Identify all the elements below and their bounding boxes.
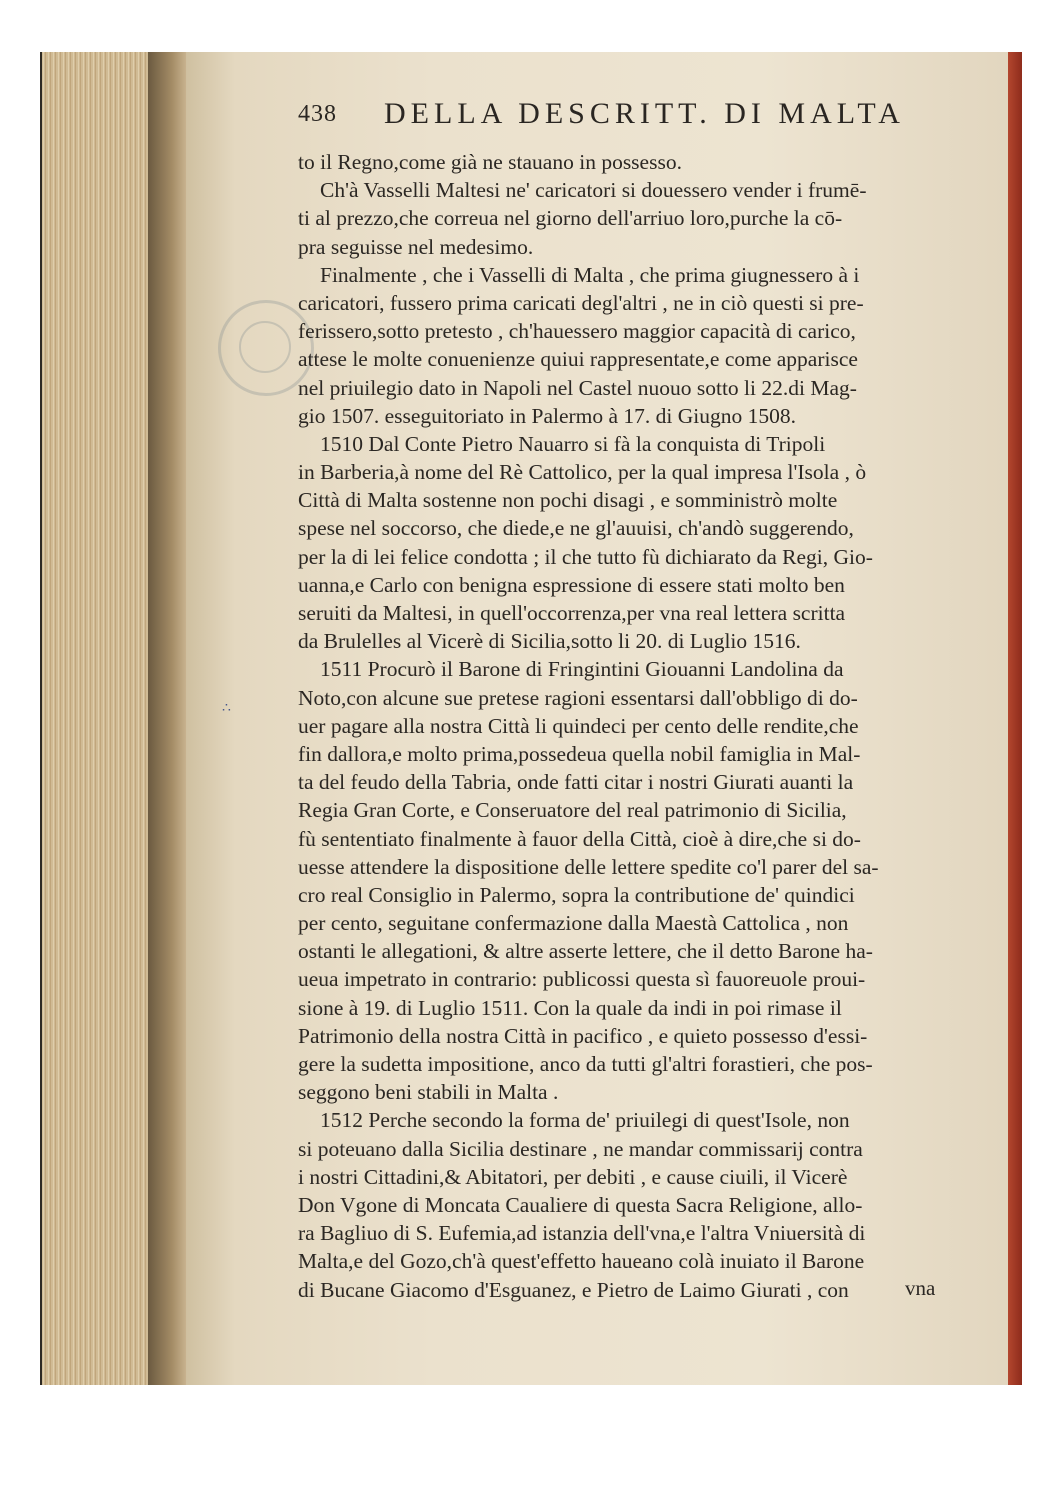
text-line: uanna,e Carlo con benigna espressione di essere stati molto ben (298, 572, 845, 597)
text-line: to il Regno,come già ne stauano in possesso. (298, 150, 682, 174)
text-line: di Bucane Giacomo d'Esguanez, e Pietro de Laimo Giurati , con (298, 1277, 849, 1302)
text-line: Don Vgone di Moncata Caualiere di questa Sacra Religione, allo- (298, 1192, 863, 1217)
text-line: Città di Malta sostenne non pochi disagi , e somministrò molte (298, 488, 838, 513)
text-line: in Barberia,à nome del Rè Cattolico, per la qual impresa l'Isola , ò (298, 460, 867, 485)
binding-edge (1008, 52, 1022, 1385)
text-line: fin dallora,e molto prima,possedeua quella nobil famiglia in Mal- (298, 741, 861, 766)
text-line: gere la sudetta impositione, anco da tutti gl'altri forastieri, che pos- (298, 1052, 873, 1076)
text-line: caricatori, fussero prima caricati degl'altri , ne in ciò questi si pre- (298, 290, 864, 315)
text-line: ferissero,sotto pretesto , ch'hauessero maggior capacità di carico, (298, 319, 856, 344)
text-line: per cento, seguitane confermazione dalla Maestà Cattolica , non (298, 911, 849, 936)
text-line: i nostri Cittadini,& Abitatori, per debiti , e cause ciuili, il Vicerè (298, 1164, 848, 1189)
text-line: Patrimonio della nostra Città in pacifico , e quieto possesso d'essi- (298, 1023, 868, 1048)
text-line: da Brulelles al Vicerè di Sicilia,sotto li 20. di Luglio 1516. (298, 629, 801, 654)
text-line: ostanti le allegationi, & altre asserte lettere, che il detto Barone ha- (298, 939, 873, 964)
page-number: 438 (298, 101, 337, 127)
text-line: Ch'à Vasselli Maltesi ne' caricatori si douessero vender i frumē- (320, 178, 867, 203)
text-line: per la di lei felice condotta ; il che tutto fù dichiarato da Regi, Gio- (298, 544, 873, 569)
text-line: si poteuano dalla Sicilia destinare , ne mandar commissarij contra (298, 1136, 863, 1161)
text-line: seruiti da Maltesi, in quell'occorrenza,per vna real lettera scritta (298, 601, 846, 625)
text-line: ra Bagliuo di S. Eufemia,ad istanzia dell'vna,e l'altra Vniuersità di (298, 1221, 866, 1246)
running-header (298, 97, 988, 137)
body-text (298, 148, 968, 1304)
catchword: vna (905, 1276, 936, 1300)
text-line: Malta,e del Gozo,ch'à quest'effetto haueano colà inuiato il Barone (298, 1249, 865, 1274)
text-line: gio 1507. esseguitoriato in Palermo à 17. di Giugno 1508. (298, 403, 797, 428)
text-line: ti al prezzo,che correua nel giorno dell'arriuo loro,purche la cō- (298, 206, 843, 231)
text-line: Noto,con alcune sue pretese ragioni essentarsi dall'obbligo di do- (298, 685, 858, 710)
text-line: uer pagare alla nostra Città li quindeci per cento delle rendite,che (298, 713, 859, 738)
text-line: nel priuilegio dato in Napoli nel Castel nuouo sotto li 22.di Mag- (298, 375, 857, 400)
page-edges (42, 52, 152, 1385)
text-line: seggono beni stabili in Malta . (298, 1080, 559, 1105)
spine-shadow (148, 52, 188, 1385)
text-line: sione à 19. di Luglio 1511. Con la quale da indi in poi rimase il (298, 995, 842, 1020)
text-line: fù sententiato finalmente à fauor della Città, cioè à dire,che si do- (298, 826, 861, 851)
text-line: attese le molte conuenienze quiui rappresentate,e come apparisce (298, 347, 858, 372)
text-line: spese nel soccorso, che diede,e ne gl'auuisi, ch'andò suggerendo, (298, 516, 854, 541)
text-line: pra seguisse nel medesimo. (298, 234, 534, 259)
text-line: cro real Consiglio in Palermo, sopra la contributione de' quindici (298, 882, 855, 907)
text-line: uesse attendere la dispositione delle lettere spedite co'l parer del sa- (298, 854, 879, 879)
text-line: 1510 Dal Conte Pietro Nauarro si fà la conquista di Tripoli (320, 431, 826, 456)
ink-mark-icon: ∴ (222, 701, 231, 716)
running-head-title: DELLA DESCRITT. DI MALTA (384, 97, 905, 130)
text-line: 1512 Perche secondo la forma de' priuilegi di quest'Isole, non (320, 1108, 850, 1133)
text-line: Regia Gran Corte, e Conseruatore del real patrimonio di Sicilia, (298, 798, 847, 823)
text-line: ta del feudo della Tabria, onde fatti citar i nostri Giurati auanti la (298, 770, 854, 795)
text-line: ueua impetrato in contrario: publicossi questa sì fauoreuole proui- (298, 967, 866, 992)
text-line: Finalmente , che i Vasselli di Malta , che prima giugnessero à i (320, 262, 860, 287)
text-line: 1511 Procurò il Barone di Fringintini Giouanni Landolina da (320, 657, 844, 682)
